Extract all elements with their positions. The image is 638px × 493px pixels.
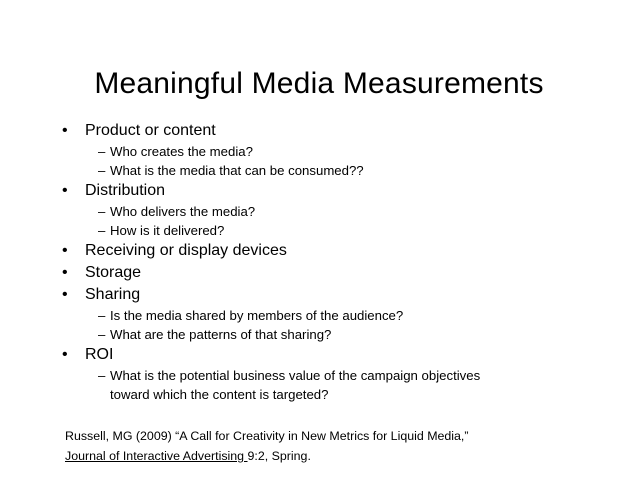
sub-bullet (62, 306, 622, 325)
bullet-glyph: • (62, 264, 68, 281)
dash-glyph: – (98, 163, 106, 178)
bullet-list (62, 120, 622, 404)
bullet-label: Receiving or display devices (85, 242, 287, 259)
dash-glyph: – (98, 204, 106, 219)
sub-bullet-text: What are the patterns of that sharing? (110, 327, 332, 342)
dash-glyph: – (98, 223, 106, 238)
bullet-glyph: • (62, 122, 68, 139)
sub-bullet-continuation: toward which the content is targeted? (110, 387, 329, 402)
sub-bullet (62, 202, 622, 221)
bullet-receiving-devices (62, 240, 622, 262)
bullet-glyph: • (62, 286, 68, 303)
bullet-label: Distribution (85, 182, 166, 199)
bullet-label: Sharing (85, 286, 141, 303)
dash-glyph: – (98, 144, 106, 159)
dash-glyph: – (98, 308, 106, 323)
citation-line-1: Russell, MG (2009) “A Call for Creativity in New Metrics for Liquid Media,” (65, 429, 469, 443)
bullet-label: ROI (85, 346, 114, 363)
citation (65, 426, 625, 466)
sub-bullet-text: How is it delivered? (110, 223, 225, 238)
sub-bullet (62, 366, 622, 404)
sub-bullet-text: What is the potential business value of the campaign objectives (110, 368, 481, 383)
slide-title: Meaningful Media Measurements (94, 67, 544, 100)
sub-bullet-text: Who delivers the media? (110, 204, 256, 219)
citation-journal: Journal of Interactive Advertising (65, 449, 248, 463)
bullet-product-or-content (62, 120, 622, 142)
sub-bullet (62, 161, 622, 180)
citation-line-2 (65, 446, 625, 466)
sub-bullet (62, 221, 622, 240)
sub-bullet (62, 325, 622, 344)
dash-glyph: – (98, 327, 106, 342)
bullet-glyph: • (62, 242, 68, 259)
bullet-label: Product or content (85, 122, 216, 139)
sub-bullet (62, 142, 622, 161)
bullet-storage (62, 262, 622, 284)
bullet-distribution (62, 180, 622, 202)
bullet-glyph: • (62, 182, 68, 199)
sub-bullet-text: Is the media shared by members of the audience? (110, 308, 404, 323)
bullet-sharing (62, 284, 622, 306)
citation-volume: 9:2, Spring. (247, 449, 311, 463)
bullet-glyph: • (62, 346, 68, 363)
bullet-label: Storage (85, 264, 142, 281)
dash-glyph: – (98, 368, 106, 383)
sub-bullet-text: Who creates the media? (110, 144, 253, 159)
bullet-roi (62, 344, 622, 366)
sub-bullet-text: What is the media that can be consumed?? (110, 163, 364, 178)
